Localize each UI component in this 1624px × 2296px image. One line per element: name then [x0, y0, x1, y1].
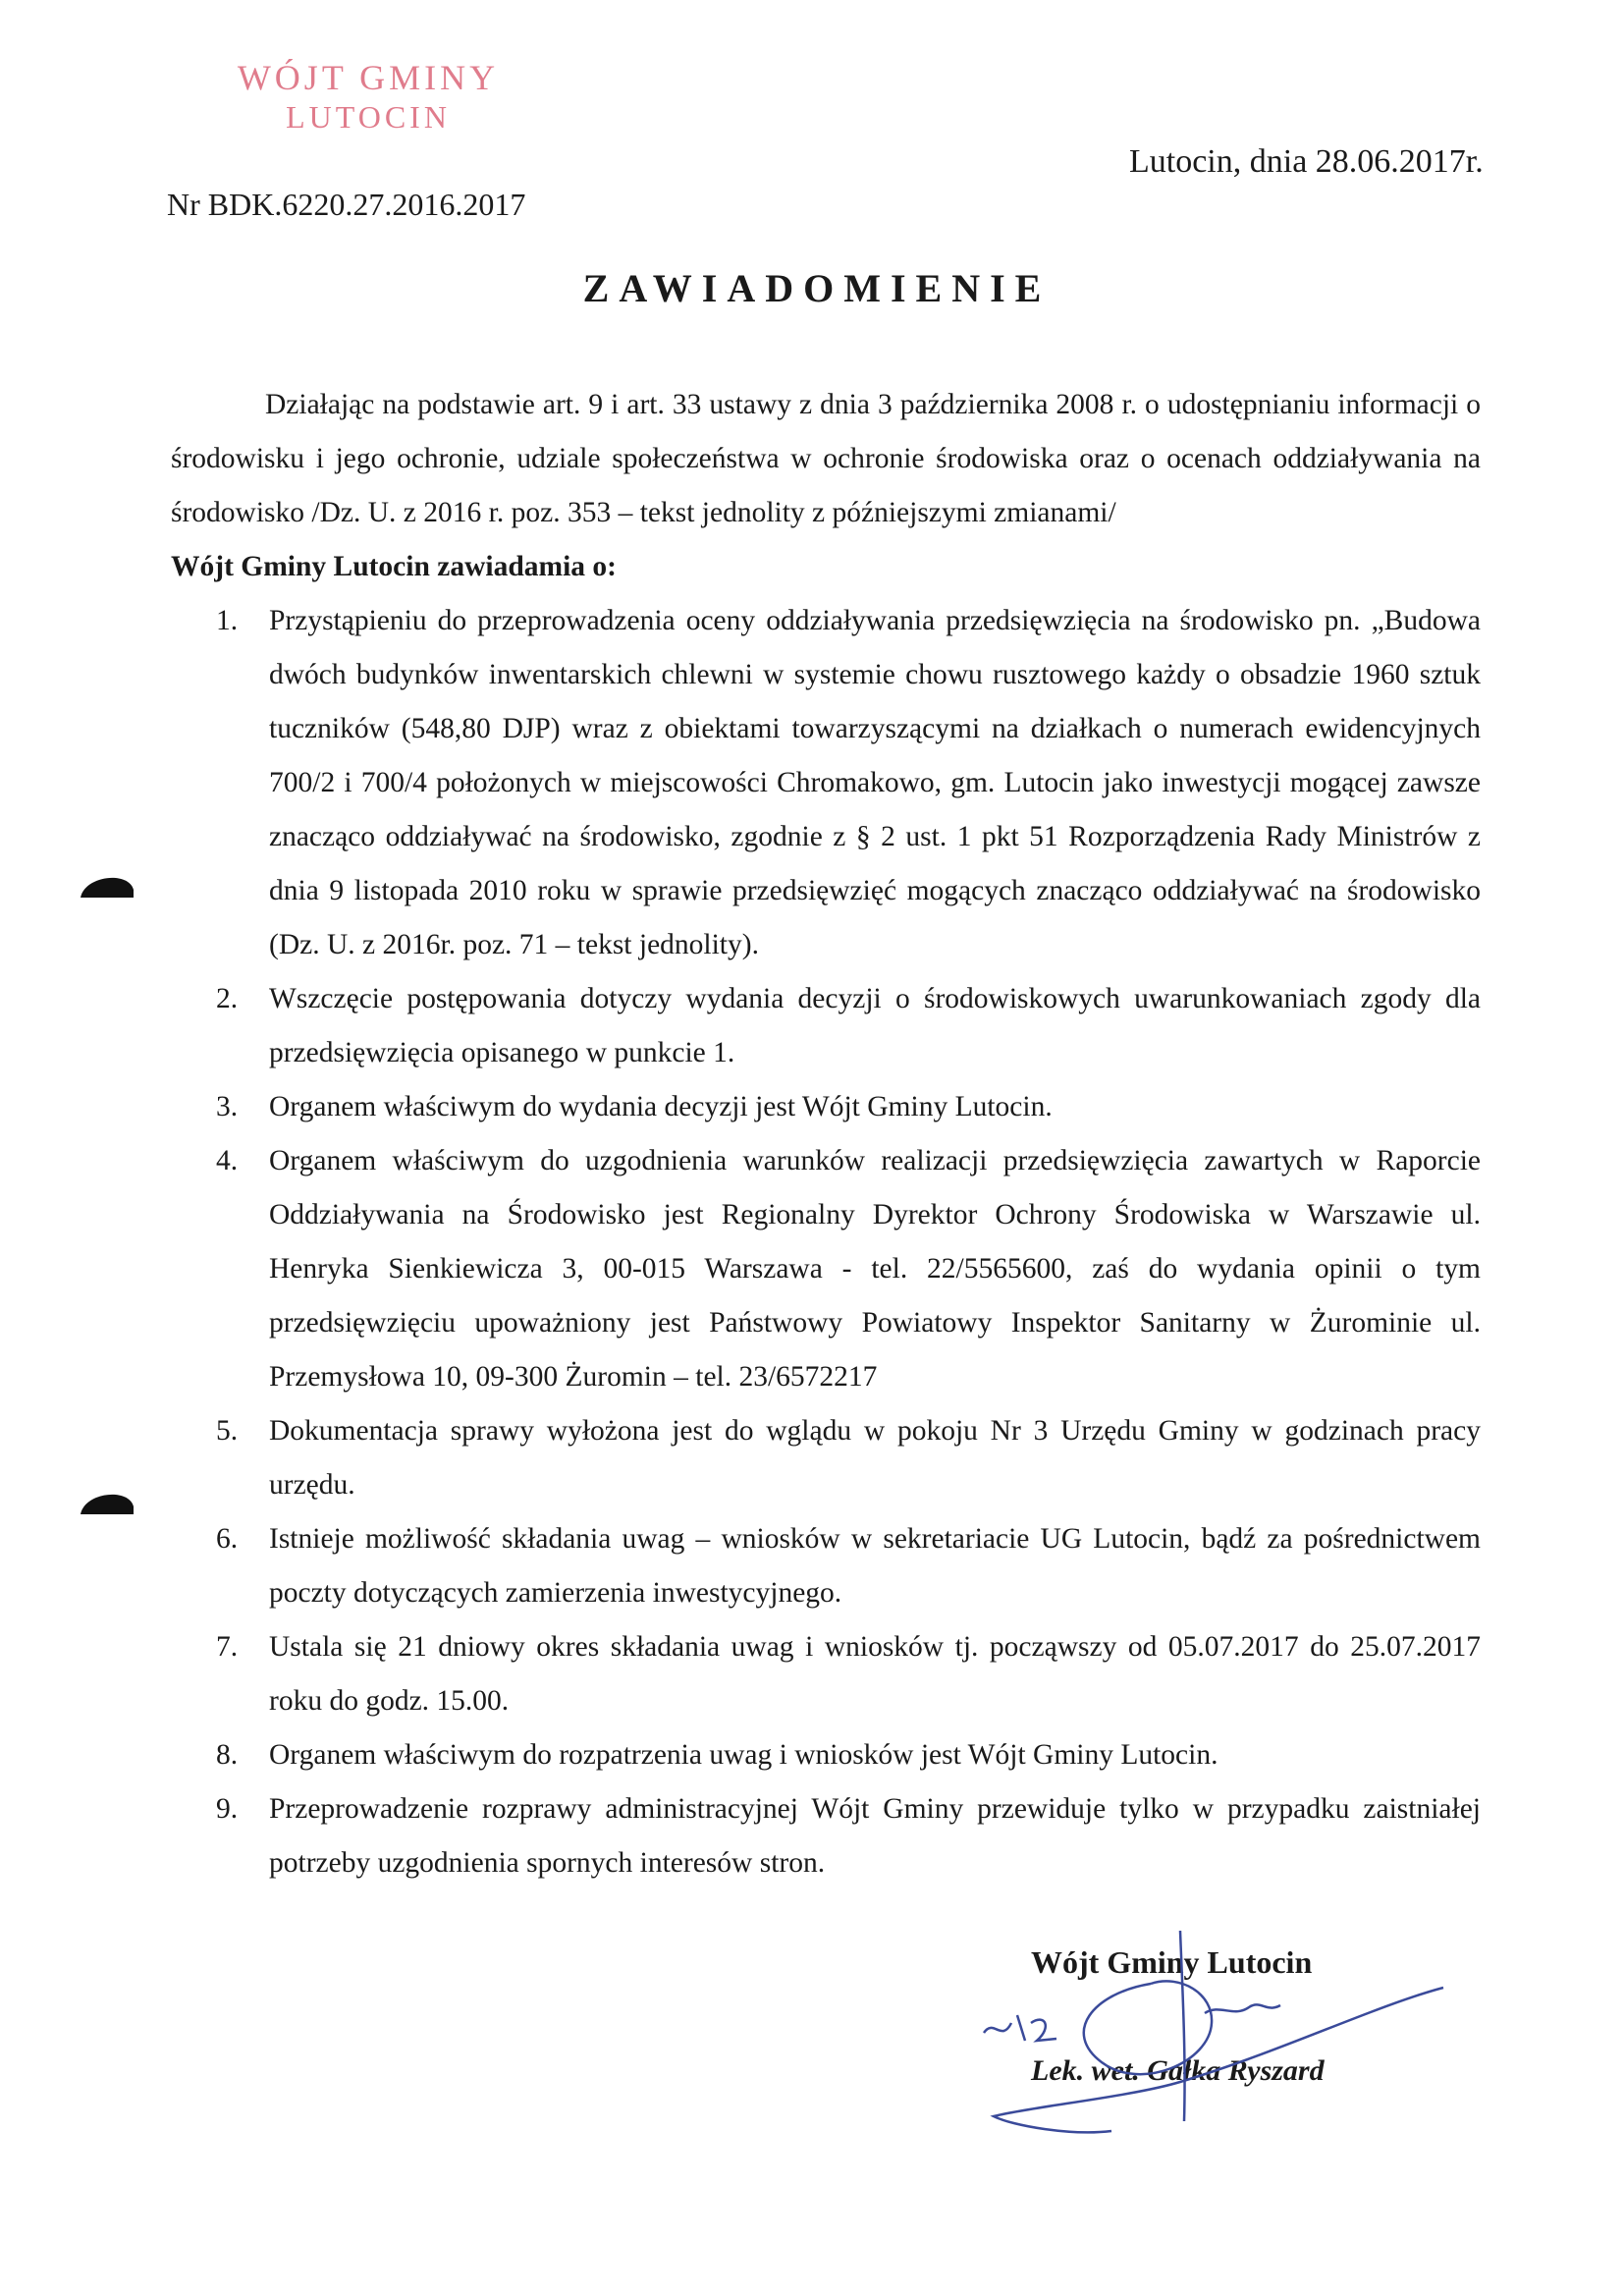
list-item: [171, 1728, 1481, 1782]
list-item-text: Istnieje możliwość składania uwag – wniosków w sekretariacie UG Lutocin, bądź za pośrednictwem poczty dotyczących zamierzenia inwestycyjnego.: [269, 1523, 1481, 1609]
list-item-number: 3.: [216, 1091, 239, 1122]
numbered-list: [171, 594, 1481, 1890]
list-item-text: Przystąpieniu do przeprowadzenia oceny oddziaływania przedsięwzięcia na środowisko pn. „Budowa dwóch budynków inwentarskich chlewni w systemie chowu rusztowego każdy o obsadzie 1960 sztuk tuczników (548,80 DJP) wraz z obiektami towarzyszącymi na działkach o numerach ewidencyjnych 700/2 i 700/4 położonych w miejscowości Chromakowo, gm. Lutocin jako inwestycji mogącej zawsze znacząco oddziaływać na środowisko, zgodnie z § 2 ust. 1 pkt 51 Rozporządzenia Rady Ministrów z dnia 9 listopada 2010 roku w sprawie przedsięwzięć mogących znacząco oddziaływać na środowisko (Dz. U. z 2016r. poz. 71 – tekst jednolity).: [269, 605, 1481, 960]
intro-paragraph: Działając na podstawie art. 9 i art. 33 ustawy z dnia 3 października 2008 r. o udostępnianiu informacji o środowisku i jego ochronie, udziale społeczeństwa w ochronie środowiska oraz o ocenach oddziaływania na środowisko /Dz. U. z 2016 r. poz. 353 – tekst jednolity z późniejszymi zmianami/: [171, 389, 1481, 528]
list-item-text: Wszczęcie postępowania dotyczy wydania decyzji o środowiskowych uwarunkowaniach zgody dla przedsięwzięcia opisanego w punkcie 1.: [269, 983, 1481, 1068]
punch-hole-mark: [77, 868, 137, 902]
list-item: [171, 1404, 1481, 1512]
list-item: [171, 1782, 1481, 1890]
stamp-line-1: WÓJT GMINY: [237, 58, 500, 97]
list-item: [171, 1512, 1481, 1620]
list-item-number: 4.: [216, 1145, 239, 1176]
signatory-name: Lek. wet. Gałka Ryszard: [1031, 2054, 1325, 2087]
list-item-number: 9.: [216, 1793, 239, 1825]
list-item-text: Organem właściwym do uzgodnienia warunków realizacji przedsięwzięcia zawartych w Raporcie Oddziaływania na Środowisko jest Regionalny Dyrektor Ochrony Środowiska w Warszawie ul. Henryka Sienkiewicza 3, 00-015 Warszawa - tel. 22/5565600, zaś do wydania opinii o tym przedsięwzięciu upoważniony jest Państwowy Powiatowy Inspektor Sanitarny w Żurominie ul. Przemysłowa 10, 09-300 Żuromin – tel. 23/6572217: [269, 1145, 1481, 1393]
list-item-number: 5.: [216, 1415, 239, 1447]
document-title: ZAWIADOMIENIE: [582, 266, 1052, 310]
reference-number: Nr BDK.6220.27.2016.2017: [167, 187, 526, 222]
intro-bold-line: Wójt Gminy Lutocin zawiadamia o:: [171, 551, 617, 582]
list-item-number: 1.: [216, 605, 239, 636]
document-body: [171, 378, 1481, 1890]
list-item-number: 7.: [216, 1631, 239, 1663]
list-item-text: Ustala się 21 dniowy okres składania uwag i wniosków tj. począwszy od 05.07.2017 do 25.07.2017 roku do godz. 15.00.: [269, 1631, 1481, 1717]
list-item-number: 6.: [216, 1523, 239, 1555]
stamp-line-2: LUTOCIN: [286, 99, 451, 135]
list-item: [171, 972, 1481, 1080]
signatory-title: Wójt Gminy Lutocin: [1031, 1944, 1313, 1980]
list-item-text: Przeprowadzenie rozprawy administracyjnej Wójt Gminy przewiduje tylko w przypadku zaistniałej potrzeby uzgodnienia spornych interesów stron.: [269, 1793, 1481, 1879]
list-item-text: Organem właściwym do rozpatrzenia uwag i wniosków jest Wójt Gminy Lutocin.: [269, 1739, 1218, 1771]
list-item: [171, 1134, 1481, 1404]
list-item-number: 2.: [216, 983, 239, 1014]
place-date: Lutocin, dnia 28.06.2017r.: [1129, 143, 1484, 180]
signature-block: [982, 1944, 1414, 2151]
list-item: [171, 1080, 1481, 1134]
list-item: [171, 594, 1481, 972]
punch-hole-mark: [77, 1485, 137, 1518]
handwritten-signature: [954, 1925, 1445, 2160]
list-item: [171, 1620, 1481, 1728]
list-item-text: Dokumentacja sprawy wyłożona jest do wglądu w pokoju Nr 3 Urzędu Gminy w godzinach pracy urzędu.: [269, 1415, 1481, 1501]
list-item-text: Organem właściwym do wydania decyzji jest Wójt Gminy Lutocin.: [269, 1091, 1053, 1122]
list-item-number: 8.: [216, 1739, 239, 1771]
official-stamp: [211, 57, 525, 136]
